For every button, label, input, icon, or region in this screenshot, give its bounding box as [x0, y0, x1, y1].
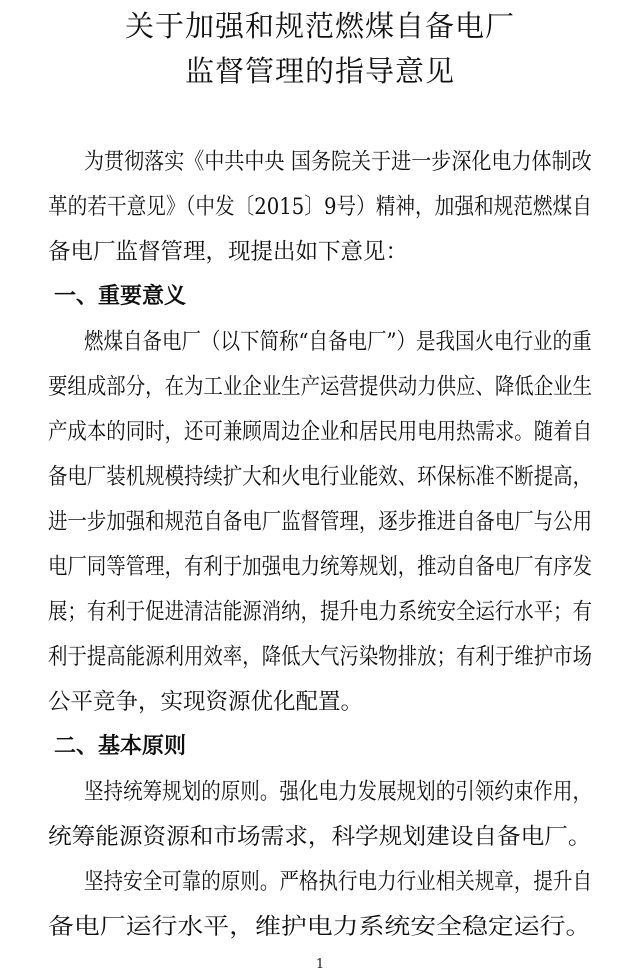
section1-line-8: 利于提高能源利用效率，降低大气污染物排放；有利于维护市场 — [48, 644, 593, 670]
section1-line-2: 要组成部分，在为工业企业生产运营提供动力供应、降低企业生 — [48, 374, 593, 400]
section1-line-3: 产成本的同时，还可兼顾周边企业和居民用电用热需求。随着自 — [48, 419, 593, 445]
section2-line-1: 坚持统筹规划的原则。强化电力发展规划的引领约束作用， — [84, 779, 593, 805]
intro-line-3: 备电厂监督管理，现提出如下意见： — [48, 239, 409, 265]
section2-line-3: 坚持安全可靠的原则。严格执行电力行业相关规章，提升自 — [84, 869, 593, 895]
section1-line-1: 燃煤自备电厂（以下简称“自备电厂”）是我国火电行业的重 — [84, 329, 592, 355]
intro-line-1: 为贯彻落实《中共中央 国务院关于进一步深化电力体制改 — [84, 149, 592, 175]
section1-line-9: 公平竞争，实现资源优化配置。 — [48, 689, 364, 715]
section-heading-principles: 二、基本原则 — [54, 734, 187, 759]
section-heading-significance: 一、重要意义 — [54, 284, 187, 309]
document-title-line-1: 关于加强和规范燃煤自备电厂 — [124, 9, 515, 43]
document-title-line-2: 监督管理的指导意见 — [184, 54, 455, 88]
section1-line-5: 进一步加强和规范自备电厂监督管理，逐步推进自备电厂与公用 — [48, 509, 593, 535]
section1-line-7: 展；有利于促进清洁能源消纳，提升电力系统安全运行水平；有 — [48, 599, 593, 625]
section2-line-4: 备电厂运行水平，维护电力系统安全稳定运行。 — [48, 914, 592, 940]
page-number: 1 — [315, 957, 325, 972]
section2-line-2: 统筹能源资源和市场需求，科学规划建设自备电厂。 — [48, 824, 592, 850]
section1-line-6: 电厂同等管理，有利于加强电力统筹规划，推动自备电厂有序发 — [48, 554, 593, 580]
intro-line-2: 革的若干意见》（中发〔2015〕9号）精神，加强和规范燃煤自 — [48, 194, 592, 220]
section1-line-4: 备电厂装机规模持续扩大和火电行业能效、环保标准不断提高， — [48, 464, 593, 490]
